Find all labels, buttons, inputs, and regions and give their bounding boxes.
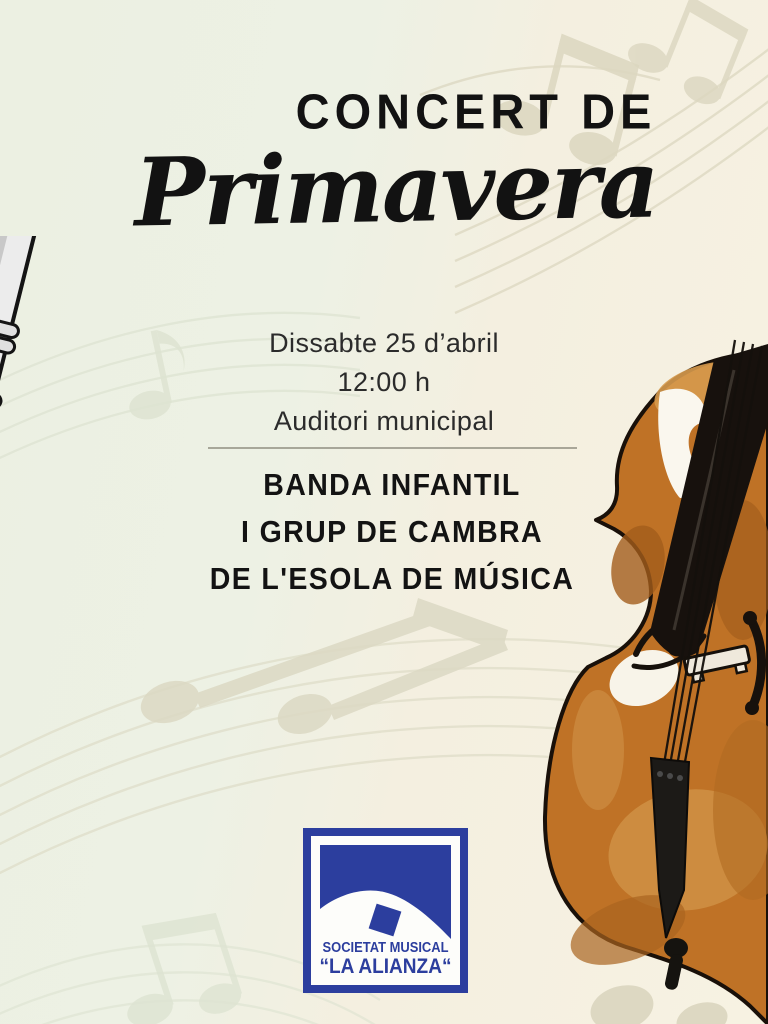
logo-tilted-square [369,904,402,937]
performers [39,461,746,602]
performers-line3: DE L'ESOLA DE MÚSICA [209,561,575,596]
performers-line2: I GRUP DE CAMBRA [240,514,544,549]
poster-title-line1: CONCERT DE [295,83,657,140]
societat-musical-la-alianza-logo [303,828,468,993]
logo-emblem [320,845,451,976]
event-info [0,324,768,441]
event-venue: Auditori municipal [273,406,495,436]
event-time: 12:00 h [337,367,431,397]
logo-org-name: SOCIETAT MUSICAL [322,940,449,956]
poster-title-line2: Primavera [133,129,659,249]
divider-line [208,447,577,449]
logo-org-subname: “LA ALIANZA“ [320,955,451,976]
event-date: Dissabte 25 d’abril [269,328,499,358]
performers-line1: BANDA INFANTIL [263,467,521,502]
